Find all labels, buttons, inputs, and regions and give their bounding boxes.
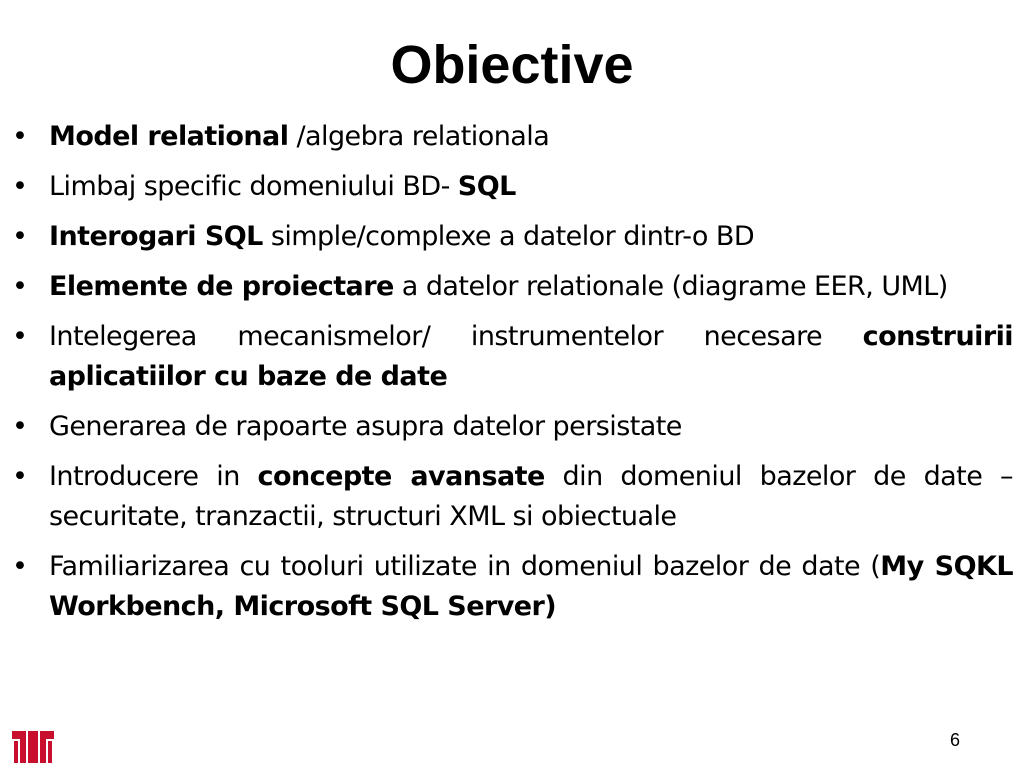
bullet-item [12, 217, 1013, 257]
bullet-marker: • [12, 551, 28, 582]
bullet-text-bold: SQL [457, 171, 516, 202]
bullet-text: simple/complexe a datelor dintr-o BD [262, 221, 755, 252]
bullet-item [12, 547, 1013, 627]
bullet-marker: • [12, 321, 28, 352]
bullet-text-bold: concepte avansate [257, 461, 545, 492]
bullet-item [12, 117, 1013, 157]
bullet-item [12, 167, 1013, 207]
bullet-text-bold: construirii aplicatiilor cu baze de date [49, 321, 1013, 392]
bullet-text: Intelegerea mecanismelor/ instrumentelor necesare [49, 321, 863, 352]
bullet-text-bold: Interogari SQL [49, 221, 263, 252]
bullet-text: a datelor relationale (diagrame EER, UML) [393, 271, 948, 302]
bullet-marker: • [12, 171, 28, 202]
bullet-marker: • [12, 411, 28, 442]
bullet-text: Familiarizarea cu tooluri utilizate in domeniul bazelor de date ( [49, 551, 881, 582]
bullet-item [12, 457, 1013, 537]
university-logo-icon [10, 729, 56, 765]
bullet-text: Generarea de rapoarte asupra datelor persistate [49, 411, 682, 442]
bullet-text: din domeniul bazelor de date – securitate, tranzactii, structuri XML si obiectuale [49, 461, 1013, 532]
bullet-item [12, 407, 1013, 447]
bullet-text: /algebra relationala [288, 121, 550, 152]
page-number: 6 [950, 730, 961, 750]
bullet-marker: • [12, 121, 28, 152]
bullet-item [12, 317, 1013, 397]
bullet-marker: • [12, 461, 28, 492]
bullet-marker: • [12, 271, 28, 302]
bullet-text-bold: Elemente de proiectare [49, 271, 394, 302]
bullet-list [12, 117, 1013, 637]
bullet-item [12, 267, 1013, 307]
bullet-text: Limbaj specific domeniului BD- [49, 171, 458, 202]
slide-title: Obiective [390, 35, 634, 95]
bullet-text: Introducere in [49, 461, 258, 492]
bullet-text-bold: Model relational [49, 121, 289, 152]
bullet-marker: • [12, 221, 28, 252]
bullet-text-bold: My SQKL Workbench, Microsoft SQL Server) [49, 551, 1014, 622]
